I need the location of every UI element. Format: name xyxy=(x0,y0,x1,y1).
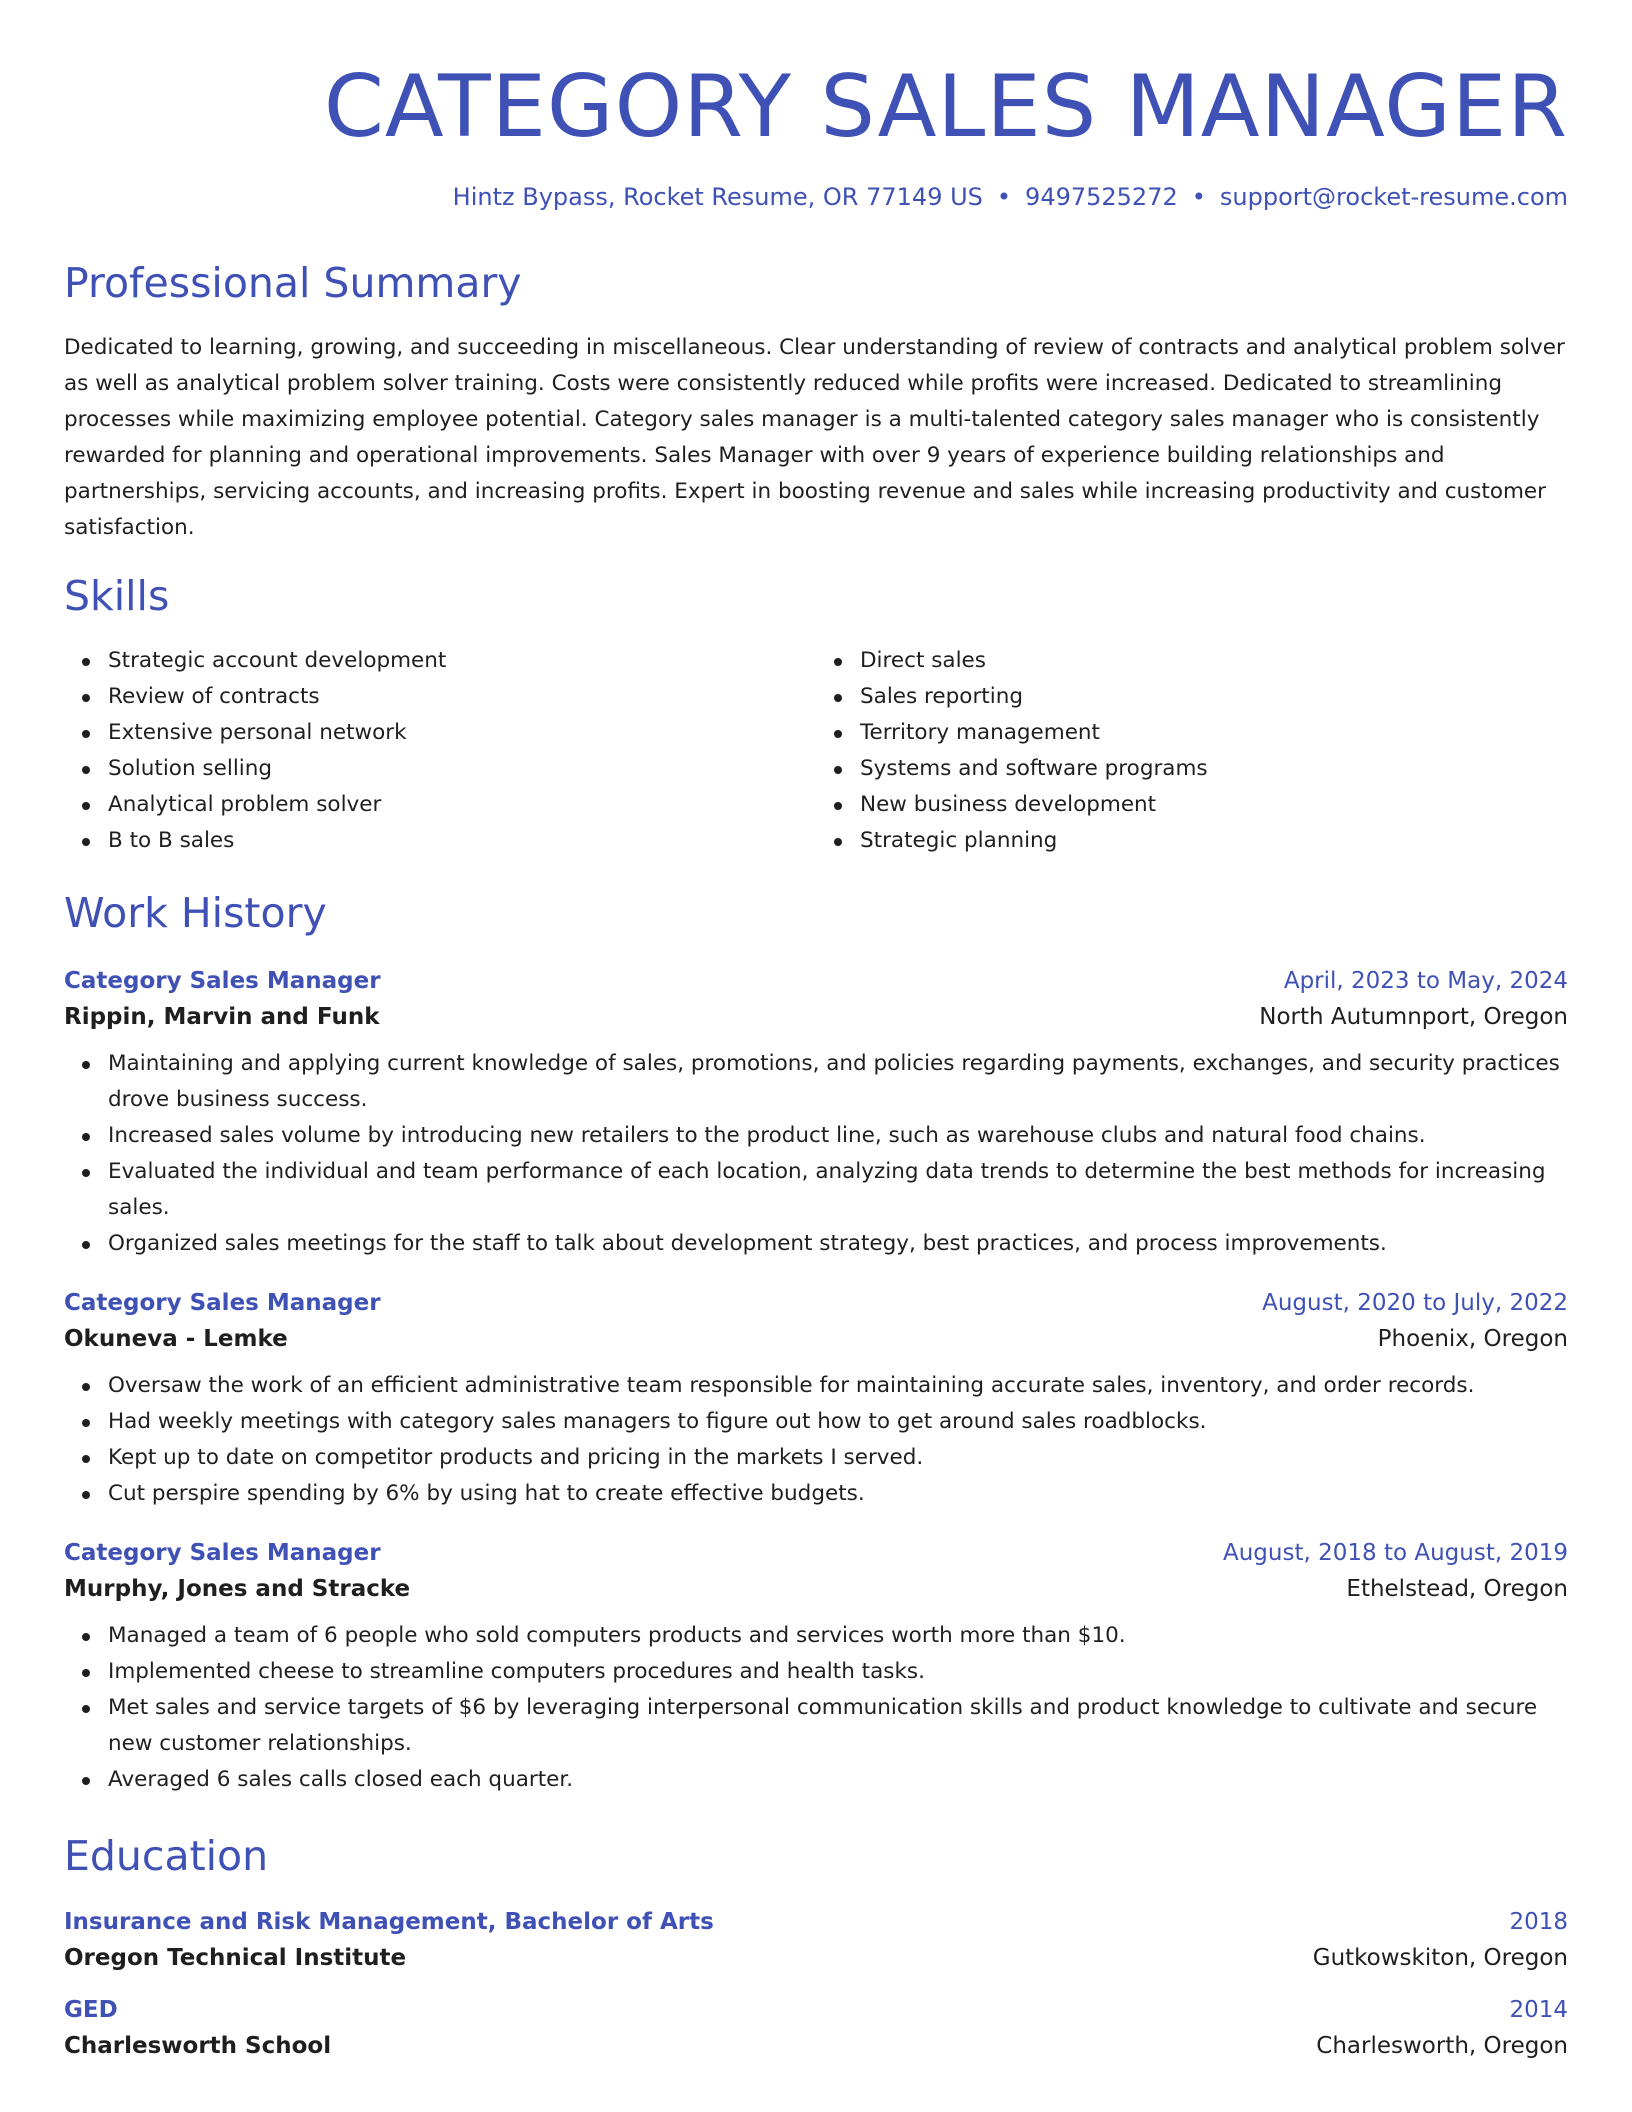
education-location: Gutkowskiton, Oregon xyxy=(1312,1945,1568,1972)
job-bullet: Met sales and service targets of $6 by leveraging interpersonal communication skills and product knowledge to cultivate and secure new customer relationships. xyxy=(108,1690,1568,1762)
education-degree-row xyxy=(64,1997,1568,2023)
education-section xyxy=(64,1832,1568,2059)
education-degree: Insurance and Risk Management, Bachelor of Arts xyxy=(64,1909,714,1936)
job-company-row xyxy=(64,1004,1568,1030)
education-entry xyxy=(64,1997,1568,2059)
education-location: Charlesworth, Oregon xyxy=(1316,2033,1568,2060)
job-bullet: Maintaining and applying current knowledge of sales, promotions, and policies regarding payments, exchanges, and security practices drove business success. xyxy=(108,1046,1568,1118)
job-title-row xyxy=(64,1540,1568,1566)
skill-item: Direct sales xyxy=(860,643,1568,679)
contact-line xyxy=(64,183,1568,211)
job-location: Phoenix, Oregon xyxy=(1377,1326,1568,1353)
job-bullet: Organized sales meetings for the staff to talk about development strategy, best practices, and process improvements. xyxy=(108,1226,1568,1262)
education-school: Charlesworth School xyxy=(64,2033,332,2060)
skill-item: Analytical problem solver xyxy=(108,787,816,823)
education-year: 2018 xyxy=(1509,1909,1568,1936)
job-location: North Autumnport, Oregon xyxy=(1259,1004,1568,1031)
skills-section xyxy=(64,572,1568,859)
education-degree: GED xyxy=(64,1997,118,2024)
job-title-row xyxy=(64,968,1568,994)
contact-email: support@rocket-resume.com xyxy=(1219,182,1568,211)
work-history-section xyxy=(64,889,1568,1798)
job-company: Rippin, Marvin and Funk xyxy=(64,1004,380,1031)
job-bullet: Averaged 6 sales calls closed each quarter. xyxy=(108,1762,1568,1798)
summary-text: Dedicated to learning, growing, and succeeding in miscellaneous. Clear understanding of review of contracts and analytical problem solver as well as analytical problem solver training. Costs were consistently reduced while profits were increased. Dedicated to streamlining processes while maximizing employee potential. Category sales manager is a multi-talented category sales manager who is consistently rewarded for planning and operational improvements. Sales Manager with over 9 years of experience building relationships and partnerships, servicing accounts, and increasing profits. Expert in boosting revenue and sales while increasing productivity and customer satisfaction. xyxy=(64,334,1565,540)
job-company-row xyxy=(64,1326,1568,1352)
contact-address: Hintz Bypass, Rocket Resume, OR 77149 US xyxy=(452,182,983,211)
skill-item: Territory management xyxy=(860,715,1568,751)
job-bullet: Implemented cheese to streamline computers procedures and health tasks. xyxy=(108,1654,1568,1690)
job-company: Murphy, Jones and Stracke xyxy=(64,1576,411,1603)
summary-section xyxy=(64,259,1568,546)
job-company-row xyxy=(64,1576,1568,1602)
section-title-education: Education xyxy=(64,1832,269,1881)
job-dates: August, 2020 to July, 2022 xyxy=(1262,1290,1568,1317)
job-entry xyxy=(64,1540,1568,1798)
job-company: Okuneva - Lemke xyxy=(64,1326,288,1353)
job-bullet: Cut perspire spending by 6% by using hat to create effective budgets. xyxy=(108,1476,1568,1512)
job-title: Category Sales Manager xyxy=(64,968,381,995)
resume-header xyxy=(64,57,1568,211)
skills-column-right xyxy=(816,643,1568,859)
section-title-skills: Skills xyxy=(64,571,170,620)
job-bullets xyxy=(64,1618,1568,1798)
skill-item: B to B sales xyxy=(108,823,816,859)
skill-item: Strategic planning xyxy=(860,823,1568,859)
job-title: Category Sales Manager xyxy=(64,1290,381,1317)
job-bullets xyxy=(64,1368,1568,1512)
job-location: Ethelstead, Oregon xyxy=(1346,1576,1568,1603)
section-title-summary: Professional Summary xyxy=(64,258,522,307)
job-entry xyxy=(64,1290,1568,1512)
education-entry xyxy=(64,1909,1568,1971)
job-title: Category Sales Manager xyxy=(64,1540,381,1567)
job-title-row xyxy=(64,1290,1568,1316)
job-entry xyxy=(64,968,1568,1262)
skills-column-left xyxy=(64,643,816,859)
candidate-name: CATEGORY SALES MANAGER xyxy=(323,57,1568,157)
job-bullet: Had weekly meetings with category sales managers to figure out how to get around sales roadblocks. xyxy=(108,1404,1568,1440)
contact-separator: • xyxy=(996,182,1012,211)
skill-item: Review of contracts xyxy=(108,679,816,715)
contact-separator: • xyxy=(1191,182,1206,211)
skill-item: New business development xyxy=(860,787,1568,823)
skill-item: Systems and software programs xyxy=(860,751,1568,787)
job-dates: April, 2023 to May, 2024 xyxy=(1283,968,1568,995)
job-bullet: Evaluated the individual and team performance of each location, analyzing data trends to determine the best methods for increasing sales. xyxy=(108,1154,1568,1226)
job-bullet: Increased sales volume by introducing new retailers to the product line, such as warehouse clubs and natural food chains. xyxy=(108,1118,1568,1154)
section-title-work-history: Work History xyxy=(64,888,327,937)
education-degree-row xyxy=(64,1909,1568,1935)
job-dates: August, 2018 to August, 2019 xyxy=(1223,1540,1568,1567)
job-bullet: Managed a team of 6 people who sold computers products and services worth more than $10. xyxy=(108,1618,1568,1654)
job-bullet: Oversaw the work of an efficient administrative team responsible for maintaining accurate sales, inventory, and order records. xyxy=(108,1368,1568,1404)
education-school-row xyxy=(64,2033,1568,2059)
job-bullets xyxy=(64,1046,1568,1262)
skill-item: Strategic account development xyxy=(108,643,816,679)
job-bullet: Kept up to date on competitor products and pricing in the markets I served. xyxy=(108,1440,1568,1476)
education-school-row xyxy=(64,1945,1568,1971)
skills-grid xyxy=(64,643,1568,859)
skill-item: Sales reporting xyxy=(860,679,1568,715)
contact-phone: 9497525272 xyxy=(1025,182,1178,211)
education-school: Oregon Technical Institute xyxy=(64,1945,407,1972)
skill-item: Solution selling xyxy=(108,751,816,787)
skill-item: Extensive personal network xyxy=(108,715,816,751)
education-year: 2014 xyxy=(1509,1997,1568,2024)
